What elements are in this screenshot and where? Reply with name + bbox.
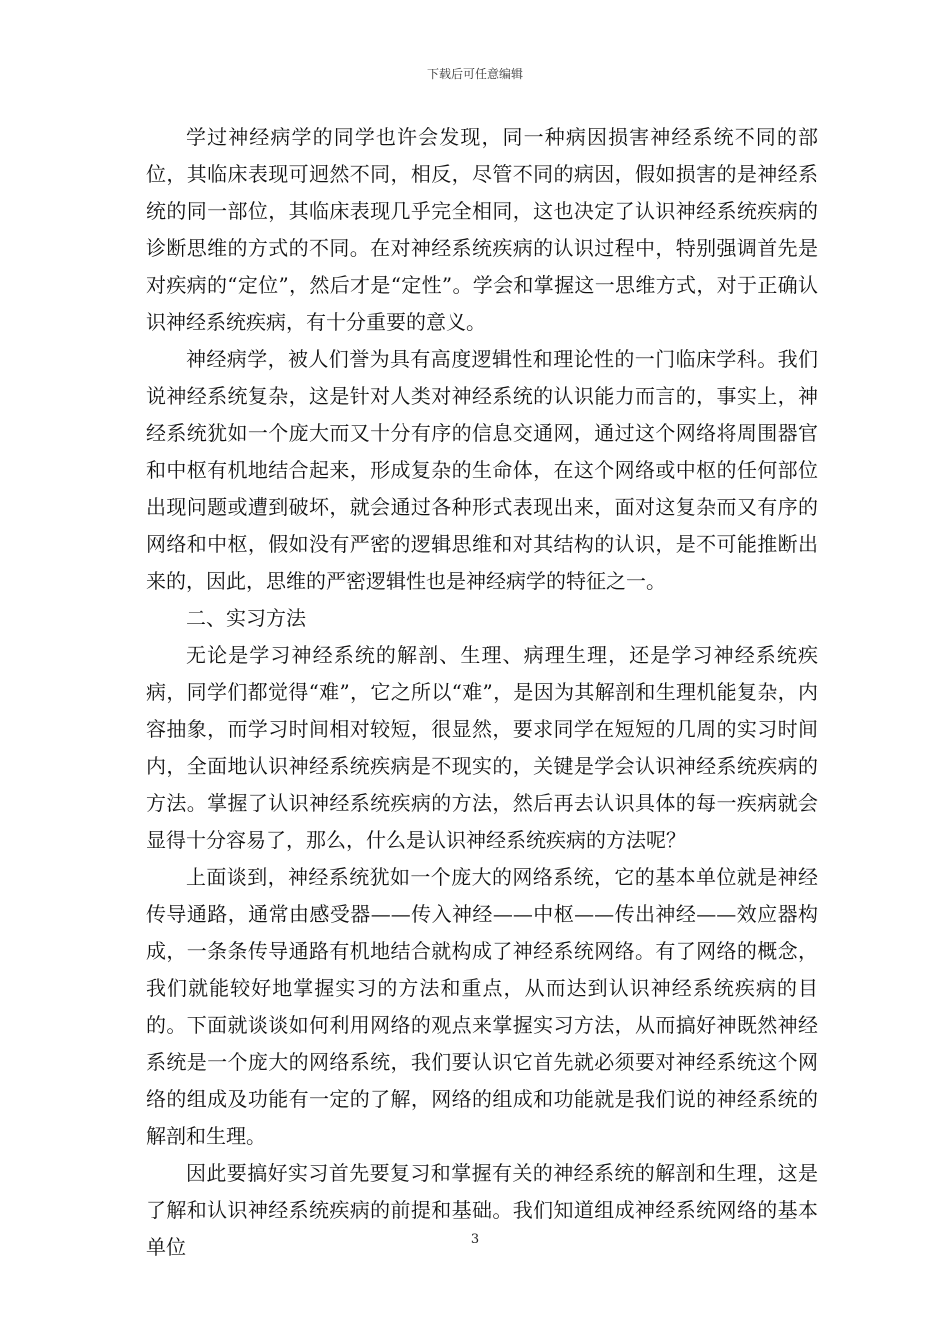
- paragraph-1: 学过神经病学的同学也许会发现，同一种病因损害神经系统不同的部位，其临床表现可迥然不同，相反，尽管不同的病因，假如损害的是神经系统的同一部位，其临床表现几乎完全相同，这也决定了认识神经系统疾病的诊断思维的方式的不同。在对神经系统疾病的认识过程中，特别强调首先是对疾病的“定位”，然后才是“定性”。学会和掌握这一思维方式，对于正确认识神经系统疾病，有十分重要的意义。: [146, 125, 818, 334]
- document-body: [146, 119, 818, 1266]
- paragraph-2: 神经病学，被人们誉为具有高度逻辑性和理论性的一门临床学科。我们说神经系统复杂，这是针对人类对神经系统的认识能力而言的，事实上，神经系统犹如一个庞大而又十分有序的信息交通网，通过这个网络将周围器官和中枢有机地结合起来，形成复杂的生命体，在这个网络或中枢的任何部位出现问题或遭到破坏，就会通过各种形式表现出来，面对这复杂而又有序的网络和中枢，假如没有严密的逻辑思维和对其结构的认识，是不可能推断出来的，因此，思维的严密逻辑性也是神经病学的特征之一。: [146, 347, 818, 593]
- page-number: 3: [470, 1232, 480, 1247]
- paragraph-5: 因此要搞好实习首先要复习和掌握有关的神经系统的解剖和生理，这是了解和认识神经系统疾病的前提和基础。我们知道组成神经系统网络的基本单位: [146, 1161, 818, 1259]
- paragraph-3: 无论是学习神经系统的解剖、生理、病理生理，还是学习神经系统疾病，同学们都觉得“难”，它之所以“难”，是因为其解剖和生理机能复杂，内容抽象，而学习时间相对较短，很显然，要求同学在短短的几周的实习时间内，全面地认识神经系统疾病是不现实的，关键是学会认识神经系统疾病的方法。掌握了认识神经系统疾病的方法，然后再去认识具体的每一疾病就会显得十分容易了，那么，什么是认识神经系统疾病的方法呢？: [146, 643, 818, 852]
- paragraph-4: 上面谈到，神经系统犹如一个庞大的网络系统，它的基本单位就是神经传导通路，通常由感受器——传入神经——中枢——传出神经——效应器构成，一条条传导通路有机地结合就构成了神经系统网络。有了网络的概念，我们就能较好地掌握实习的方法和重点，从而达到认识神经系统疾病的目的。下面就谈谈如何利用网络的观点来掌握实习方法，从而搞好神既然神经系统是一个庞大的网络系统，我们要认识它首先就必须要对神经系统这个网络的组成及功能有一定的了解，网络的组成和功能就是我们说的神经系统的解剖和生理。: [146, 865, 818, 1148]
- section-heading: 二、实习方法: [186, 606, 306, 630]
- page-header: 下载后可任意编辑: [426, 67, 523, 81]
